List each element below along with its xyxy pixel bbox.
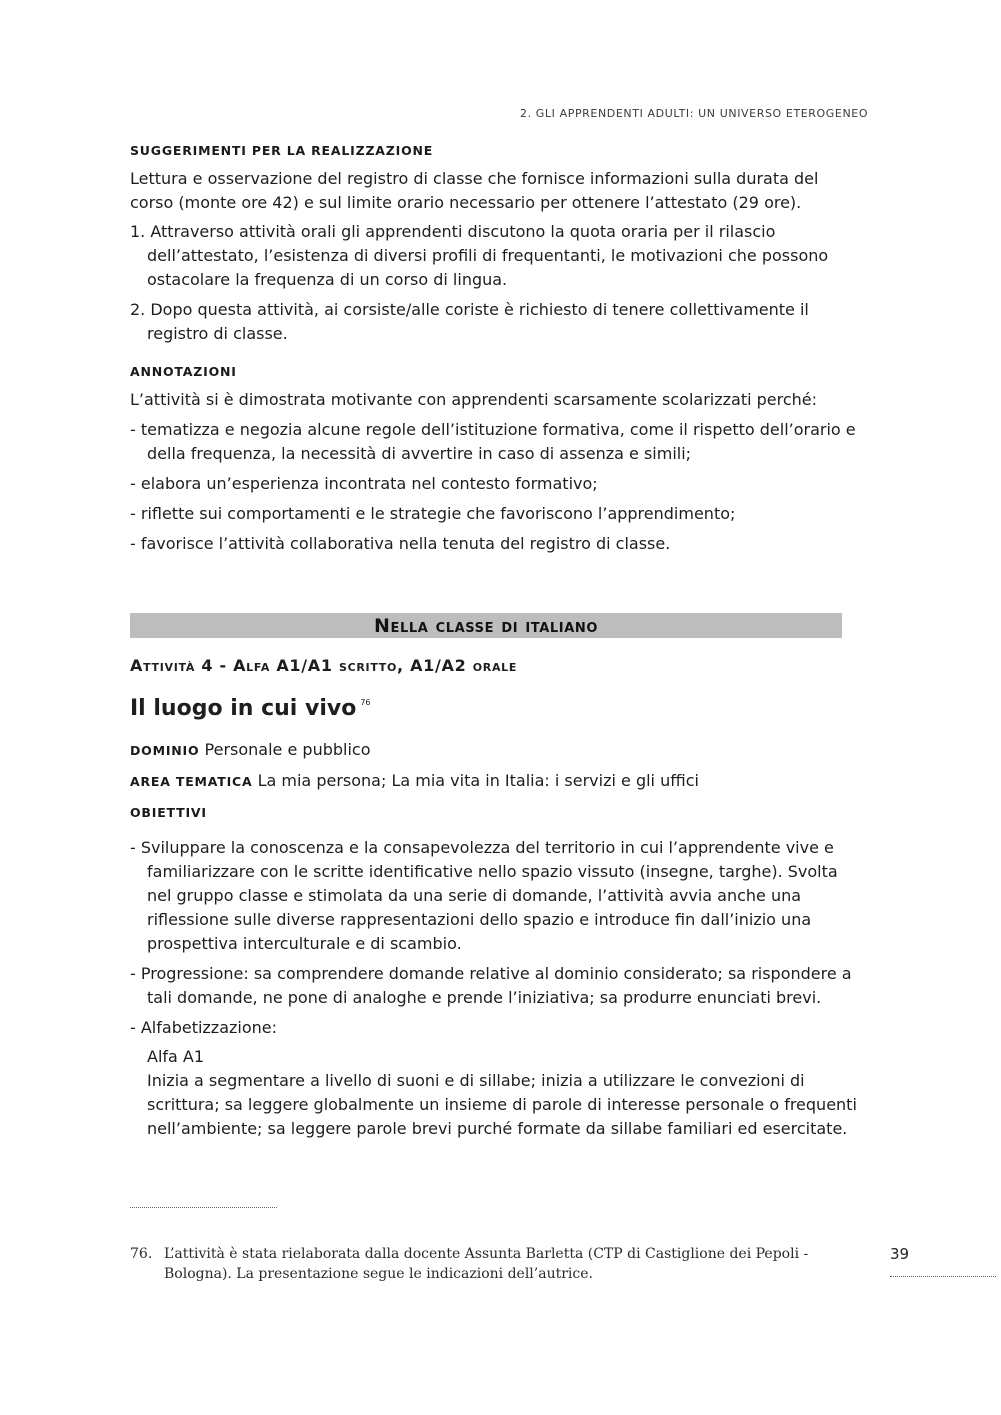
suggerimenti-intro: Lettura e osservazione del registro di classe che fornisce informazioni sulla durata del corso (monte ore 42) e sul limite orario necessario per ottenere l’attestato (29 ore). — [130, 169, 819, 212]
activity-label: Attività 4 - Alfa A1/A1 scritto, A1/A2 orale — [130, 656, 518, 675]
page-title — [130, 696, 371, 721]
dominio-label: DOMINIO — [130, 743, 200, 758]
list-item: - Alfabetizzazione: — [130, 1018, 278, 1037]
running-head: 2. GLI APPRENDENTI ADULTI: UN UNIVERSO ETEROGENEO — [520, 107, 869, 120]
section-banner — [130, 613, 842, 638]
area-tematica-label: AREA TEMATICA — [130, 774, 253, 789]
footnote-text: L’attività è stata rielaborata dalla docente Assunta Barletta (CTP di Castiglione dei Pepoli - Bologna). La presentazione segue le indicazioni dell’autrice. — [164, 1246, 809, 1282]
area-tematica-value: La mia persona; La mia vita in Italia: i servizi e gli uffici — [257, 771, 699, 790]
list-item: - Progressione: sa comprendere domande relative al dominio considerato; sa rispondere a tali domande, ne pone di analoghe e prende l’iniziativa; sa produrre enunciati brevi. — [130, 964, 852, 1007]
suggerimenti-heading: SUGGERIMENTI PER LA REALIZZAZIONE — [130, 143, 434, 158]
footnote — [130, 1244, 860, 1284]
footnote-number: 76. — [130, 1246, 153, 1262]
list-item: - tematizza e negozia alcune regole dell’istituzione formativa, come il rispetto dell’orario e della frequenza, la necessità di avvertire in caso di assenza e simili; — [130, 420, 856, 463]
area-tematica-row — [130, 769, 842, 794]
page-number: 39 — [890, 1245, 910, 1263]
alfa-text: Inizia a segmentare a livello di suoni e di sillabe; inizia a utilizzare le convezioni di scrittura; sa leggere globalmente un insieme di parole di interesse personale o frequenti nell’ambiente; sa leggere parole brevi purché formate da sillabe familiari ed esercitate. — [147, 1071, 857, 1138]
dominio-row — [130, 738, 842, 763]
annotazioni-heading: ANNOTAZIONI — [130, 364, 237, 379]
annotazioni-intro: L’attività si è dimostrata motivante con apprendenti scarsamente scolarizzati perché: — [130, 390, 818, 409]
dominio-value: Personale e pubblico — [204, 740, 371, 759]
footnote-divider — [130, 1207, 277, 1208]
list-item: - elabora un’esperienza incontrata nel contesto formativo; — [130, 474, 598, 493]
activity-title — [130, 656, 517, 675]
list-item: - favorisce l’attività collaborativa nella tenuta del registro di classe. — [130, 534, 671, 553]
list-item: 2. Dopo questa attività, ai corsiste/alle coriste è richiesto di tenere collettivamente il registro di classe. — [130, 300, 809, 343]
list-item: - riflette sui comportamenti e le strategie che favoriscono l’apprendimento; — [130, 504, 736, 523]
obiettivi-heading: OBIETTIVI — [130, 805, 207, 820]
alfa-label: Alfa A1 — [147, 1047, 205, 1066]
title-text: Il luogo in cui vivo — [130, 696, 357, 721]
list-item: - Sviluppare la conoscenza e la consapevolezza del territorio in cui l’apprendente vive e familiarizzare con le scritte identificative nello spazio vissuto (insegne, targhe). Svolta nel gruppo classe e stimolata da una serie di domande, l’attività avvia anche una riflessione sulle diverse rappresentazioni dello spazio e introduce fin dall’inizio una prospettiva interculturale e di scambio. — [130, 838, 838, 953]
list-item: 1. Attraverso attività orali gli apprendenti discutono la quota oraria per il rilascio dell’attestato, l’esistenza di diversi profili di frequentanti, le motivazioni che possono ostacolare la frequenza di un corso di lingua. — [130, 222, 829, 289]
page-number-divider — [890, 1276, 996, 1277]
footnote-ref: 76 — [360, 698, 371, 707]
section-banner-label: Nella classe di italiano — [373, 615, 599, 637]
